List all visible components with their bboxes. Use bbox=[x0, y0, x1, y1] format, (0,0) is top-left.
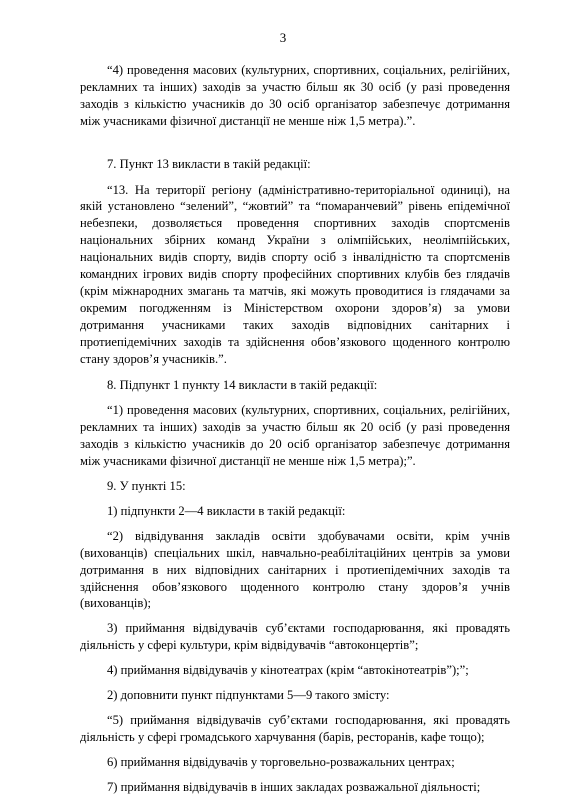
item-9-heading: 9. У пункті 15: bbox=[107, 479, 186, 494]
document-body bbox=[80, 62, 510, 796]
subparagraph-3: 3) приймання відвідувачів суб’єктами господарювання, які провадять діяльність у сфері культури, крім відвідувачів “автоконцертів”; bbox=[80, 621, 510, 653]
quoted-subparagraph-4: “4) проведення масових (культурних, спортивних, соціальних, релігійних, рекламних та інших) заходів за участю більш як 30 осіб (у разі проведення заходів з кількістю учасників до 30 осіб організатор забезпечує дотримання між учасниками фізичної дистанції не менше ніж 1,5 метра).”. bbox=[80, 63, 510, 128]
quoted-subparagraph-5: “5) приймання відвідувачів суб’єктами господарювання, які провадять діяльність у сфері громадського харчування (барів, ресторанів, кафе тощо); bbox=[80, 713, 510, 744]
quoted-subparagraph-2: “2) відвідування закладів освіти здобувачами освіти, крім учнів (вихованців) спеціальних шкіл, навчально-реабілітаційних центрів за умови дотримання в них відповідних санітарних і протиепідемічних заходів та здійснення обов’язкового щоденного контролю стану здоров’я учнів (вихованців); bbox=[80, 528, 510, 611]
page-number: 3 bbox=[279, 30, 287, 45]
item-8-heading: 8. Підпункт 1 пункту 14 викласти в такій редакції: bbox=[107, 377, 378, 392]
subitem-2-heading: 2) доповнити пункт підпунктами 5—9 такого змісту: bbox=[107, 688, 390, 703]
subparagraph-4: 4) приймання відвідувачів у кінотеатрах (крім “автокінотеатрів”);”; bbox=[107, 663, 469, 678]
quoted-subparagraph-1: “1) проведення масових (культурних, спортивних, соціальних, релігійних, рекламних та інших) заходів за участю більш як 20 осіб (у разі проведення заходів з кількістю учасників до 20 осіб організатор забезпечує дотримання між учасниками фізичної дистанції не менше ніж 1,5 метра);”. bbox=[80, 403, 510, 469]
item-7-heading: 7. Пункт 13 викласти в такій редакції: bbox=[107, 156, 311, 171]
subparagraph-6: 6) приймання відвідувачів у торговельно-розважальних центрах; bbox=[107, 754, 455, 769]
subparagraph-7: 7) приймання відвідувачів в інших закладах розважальної діяльності; bbox=[107, 779, 481, 794]
quoted-point-13: “13. На території регіону (адміністративно-територіальної одиниці), на якій установлено “зелений”, “жовтий” та “помаранчевий” рівень епідемічної небезпеки, дозволяється проведення спортивних заходів спортсменів національних збірних команд України з олімпійських, неолімпійських, національних видів спорту, видів спорту осіб з інвалідністю та спортсменів командних ігрових видів спорту професійних спортивних клубів без глядачів (крім міжнародних змагань та матчів, які можуть проводитися із глядачами за окремим погодженням із Міністерством охорони здоров’я) за умови дотримання учасниками таких заходів відповідних санітарних і протиепідемічних заходів та здійснення обов’язкового щоденного контролю стану здоров’я учасників.”. bbox=[80, 182, 510, 366]
subitem-1-heading: 1) підпункти 2—4 викласти в такій редакції: bbox=[107, 503, 346, 518]
